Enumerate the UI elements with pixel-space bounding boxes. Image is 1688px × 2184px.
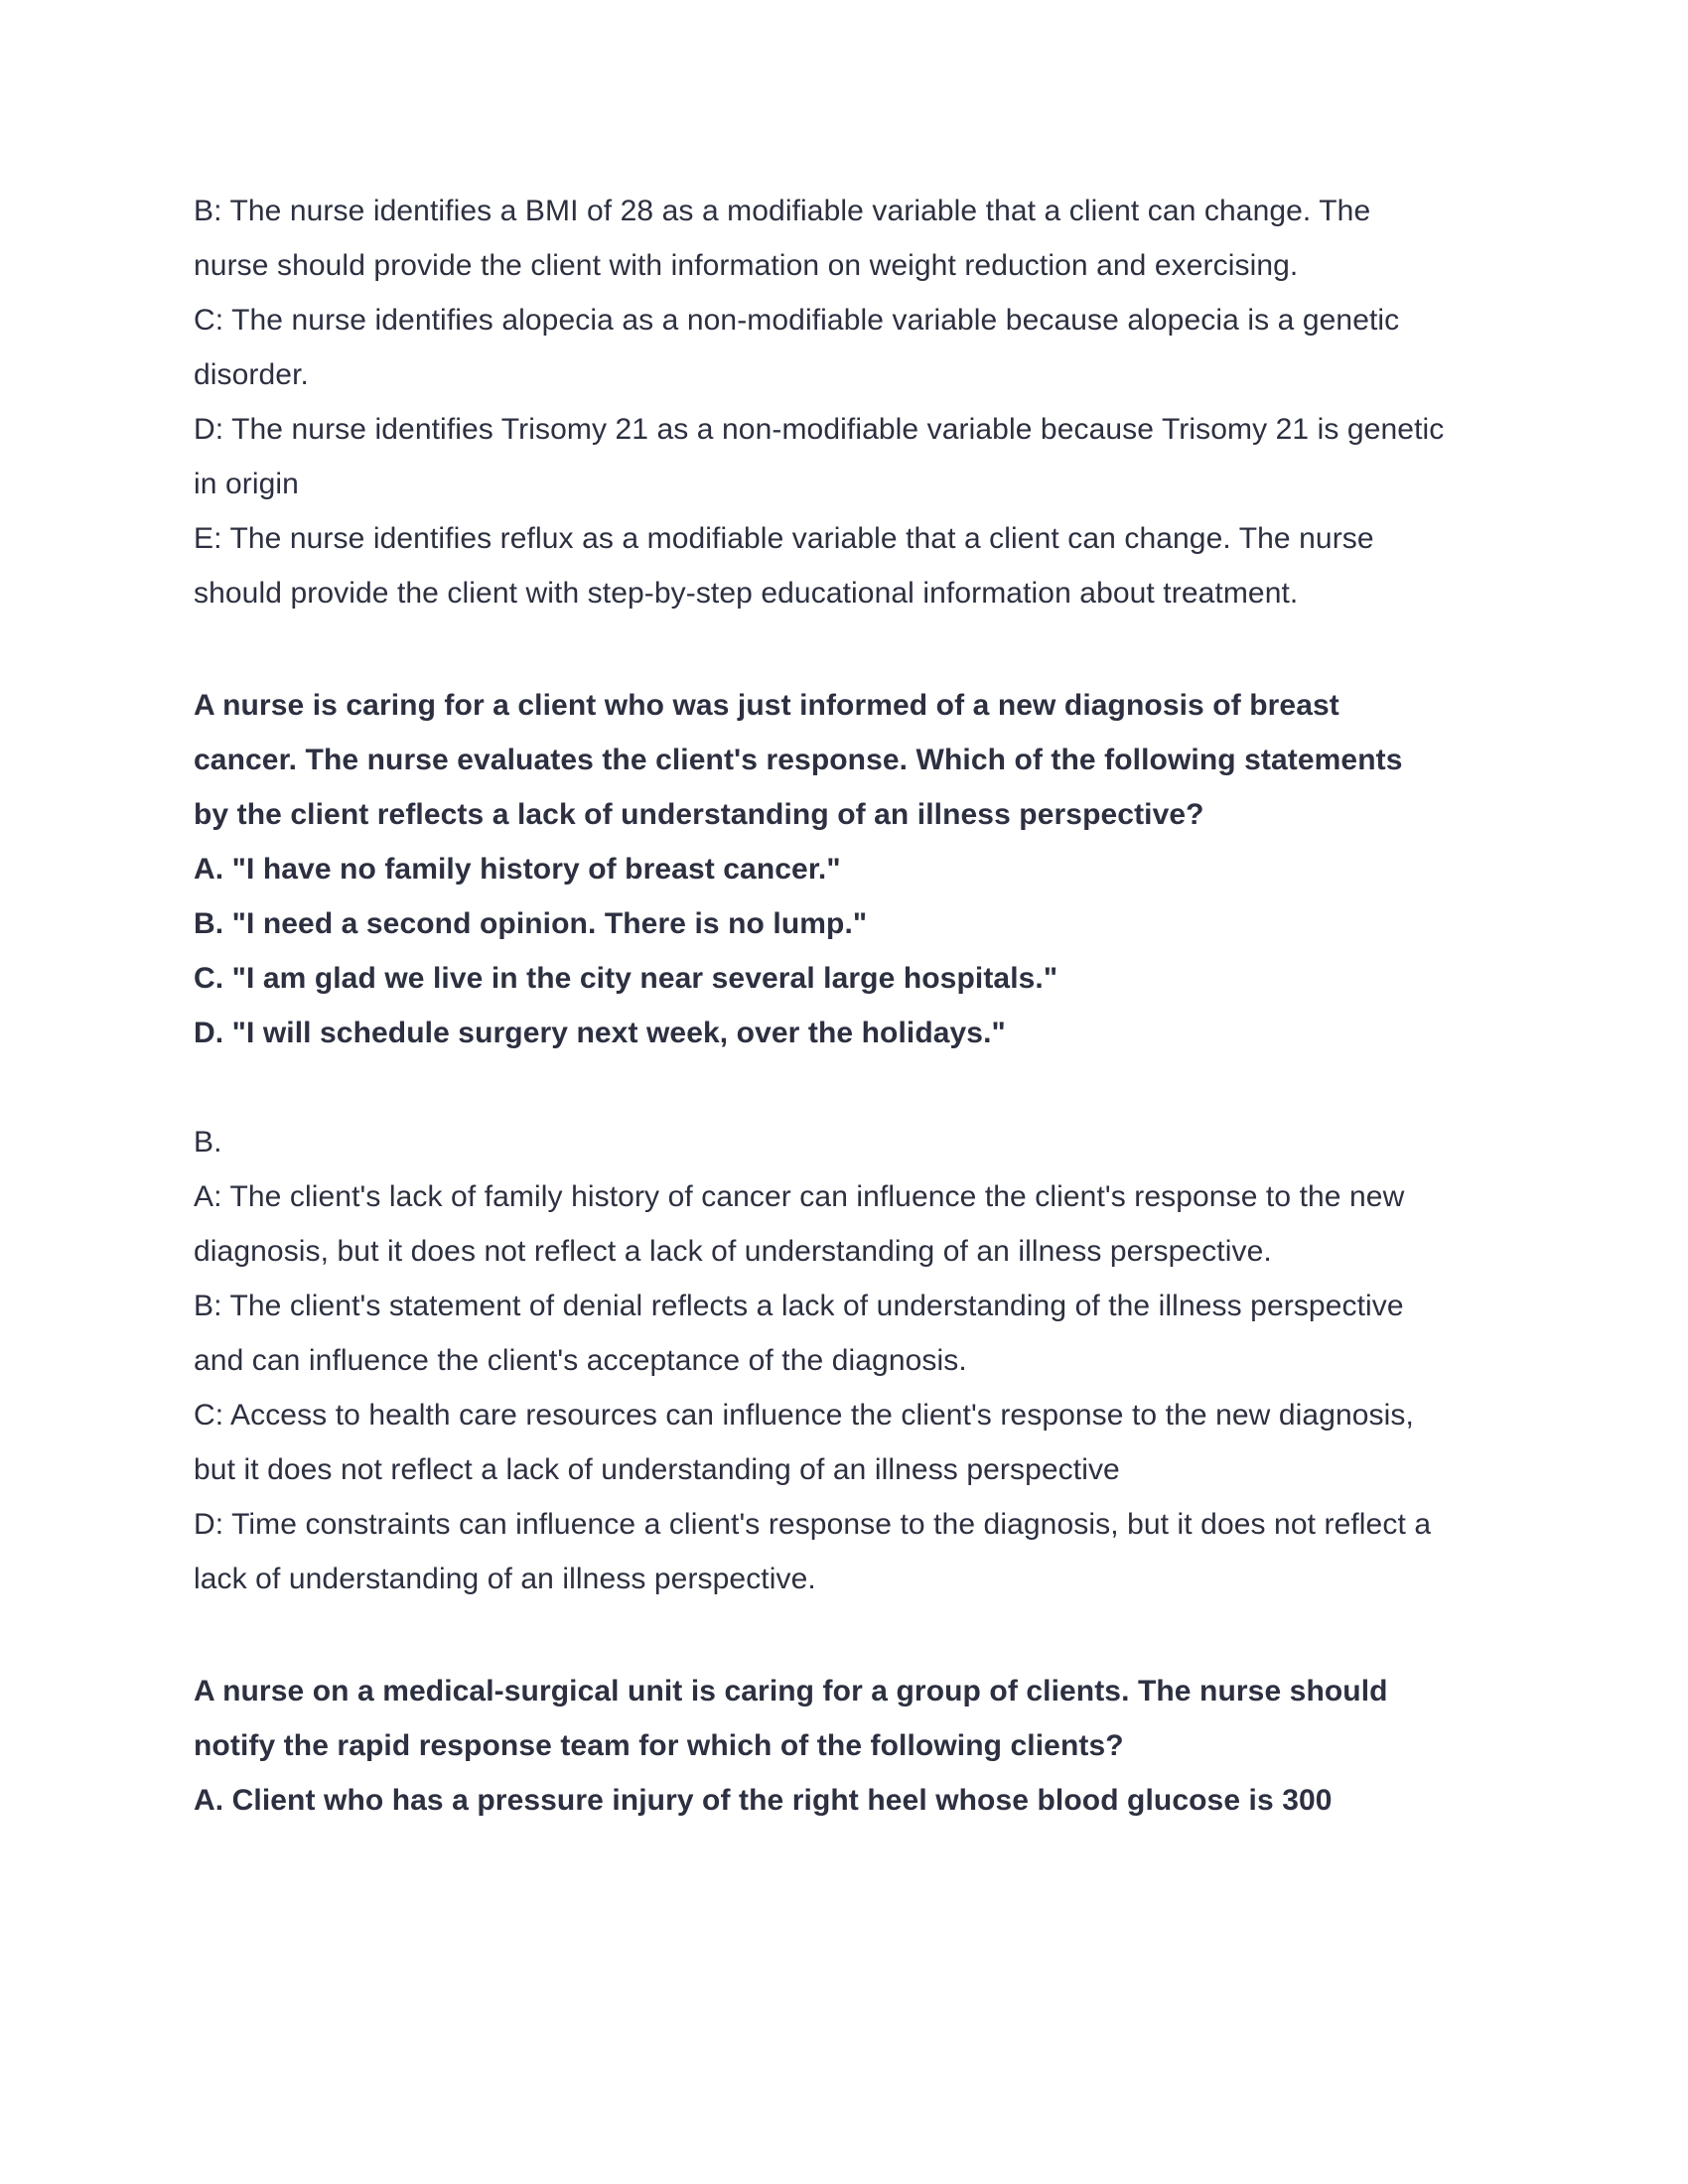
rationale-line-b: B: The nurse identifies a BMI of 28 as a modifiable variable that a client can change. The nurse should provide the client with information on weight reduction and exercising. [194,195,1371,282]
rationale-block-1 [194,184,1445,620]
rationale-line-d: D: The nurse identifies Trisomy 21 as a non-modifiable variable because Trisomy 21 is genetic in origin [194,413,1445,500]
answer-block-1 [194,1115,1445,1606]
answer-1-key: B. [194,1126,222,1159]
answer-1-rationale-b: B: The client's statement of denial reflects a lack of understanding of the illness perspective and can influence the client's acceptance of the diagnosis. [194,1290,1404,1377]
question-1-choice-b: B. "I need a second opinion. There is no lump." [194,907,868,940]
question-1-choice-c: C. "I am glad we live in the city near several large hospitals." [194,962,1058,995]
question-1-choice-a: A. "I have no family history of breast cancer." [194,853,841,886]
rationale-line-e: E: The nurse identifies reflux as a modifiable variable that a client can change. The nurse should provide the client with step-by-step educational information about treatment. [194,522,1374,610]
answer-1-rationale-a: A: The client's lack of family history of cancer can influence the client's response to the new diagnosis, but it does not reflect a lack of understanding of an illness perspective. [194,1180,1405,1268]
question-block-1 [194,678,1445,1060]
block-spacer-2 [194,1060,1445,1115]
question-2-choice-a: A. Client who has a pressure injury of the right heel whose blood glucose is 300 [194,1784,1333,1817]
document-body [194,184,1445,1828]
question-1-stem: A nurse is caring for a client who was just informed of a new diagnosis of breast cancer. The nurse evaluates the client's response. Which of the following statements by the client reflects a lack of understanding of an illness perspective? [194,689,1403,831]
question-2-stem: A nurse on a medical-surgical unit is caring for a group of clients. The nurse should notify the rapid response team for which of the following clients? [194,1675,1388,1762]
question-block-2 [194,1664,1445,1828]
rationale-line-c: C: The nurse identifies alopecia as a non-modifiable variable because alopecia is a genetic disorder. [194,304,1400,391]
question-1-choice-d: D. "I will schedule surgery next week, over the holidays." [194,1017,1006,1049]
block-spacer-1 [194,620,1445,678]
block-spacer-3 [194,1606,1445,1664]
answer-1-rationale-c: C: Access to health care resources can influence the client's response to the new diagnosis, but it does not reflect a lack of understanding of an illness perspective [194,1399,1414,1486]
answer-1-rationale-d: D: Time constraints can influence a client's response to the diagnosis, but it does not reflect a lack of understanding of an illness perspective. [194,1508,1432,1595]
